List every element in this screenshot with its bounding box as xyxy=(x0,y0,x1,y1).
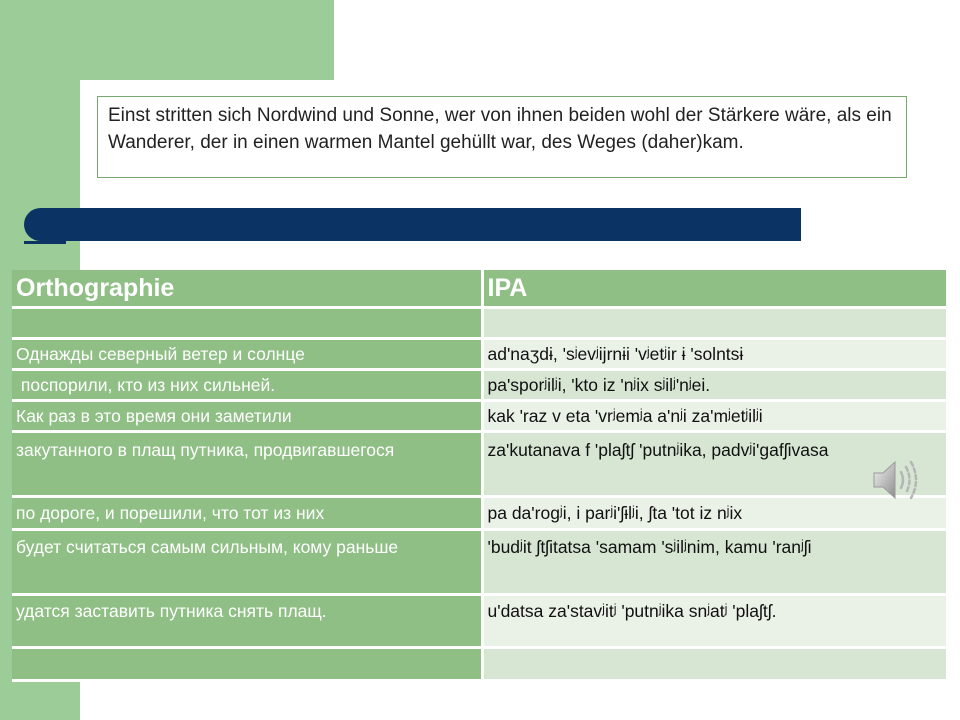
table-row xyxy=(12,595,947,648)
cell-orthographie: Как раз в это время они заметили xyxy=(12,401,482,432)
cell-orthographie: Однажды северный ветер и солнце xyxy=(12,339,482,370)
german-quote-box xyxy=(97,96,907,178)
table-row xyxy=(12,370,947,401)
cell-ipa xyxy=(482,648,947,681)
cell-ipa: za'kutanava f 'plaʃtʃ 'putnʲika, padvʲi'gafʃivasa xyxy=(482,432,947,497)
cell-ipa: u'datsa za'stavʲitʲ 'putnʲika snʲatʲ 'plaʃtʃ. xyxy=(482,595,947,648)
cell-ipa: 'budʲit ʃtʃitatsa 'samam 'sʲilʲnim, kamu 'ranʲʃi xyxy=(482,530,947,595)
cell-ipa: ad'naʒdɨ, 'sʲevʲijrnɨi 'vʲetʲir ɨ 'solntsɨ xyxy=(482,339,947,370)
cell-orthographie xyxy=(12,308,482,339)
table-header-row xyxy=(12,270,947,308)
cell-orthographie: удатся заставить путника снять плащ. xyxy=(12,595,482,648)
table-row xyxy=(12,432,947,497)
table-row xyxy=(12,648,947,681)
cell-orthographie: закутанного в плащ путника, продвигавшегося xyxy=(12,432,482,497)
transcription-table xyxy=(12,270,949,682)
cell-ipa: pa da'rogʲi, i parʲi'ʃɨlʲi, ʃta 'tot iz nʲix xyxy=(482,497,947,530)
table-row xyxy=(12,530,947,595)
german-quote-text: Einst stritten sich Nordwind und Sonne, wer von ihnen beiden wohl der Stärkere wäre, als ein Wanderer, der in einen warmen Mantel gehüllt war, des Weges (daher)kam. xyxy=(108,105,892,153)
header-ipa: IPA xyxy=(482,270,947,308)
header-orthographie: Orthographie xyxy=(12,270,482,308)
cell-ipa xyxy=(482,308,947,339)
table-row xyxy=(12,308,947,339)
table-row xyxy=(12,497,947,530)
cell-ipa: pa'sporʲilʲi, 'kto iz 'nʲix sʲilʲ'nʲei. xyxy=(482,370,947,401)
decor-navy-bar xyxy=(24,208,801,241)
cell-orthographie: по дороге, и порешили, что тот из них xyxy=(12,497,482,530)
cell-orthographie xyxy=(12,648,482,681)
speaker-icon[interactable] xyxy=(870,456,926,504)
cell-orthographie: будет считаться самым сильным, кому раньше xyxy=(12,530,482,595)
decor-green-top xyxy=(80,0,334,80)
table-row xyxy=(12,339,947,370)
table-row xyxy=(12,401,947,432)
cell-ipa: kak 'raz v eta 'vrʲemʲa a'nʲi za'mʲetʲilʲi xyxy=(482,401,947,432)
cell-orthographie: поспорили, кто из них сильней. xyxy=(12,370,482,401)
